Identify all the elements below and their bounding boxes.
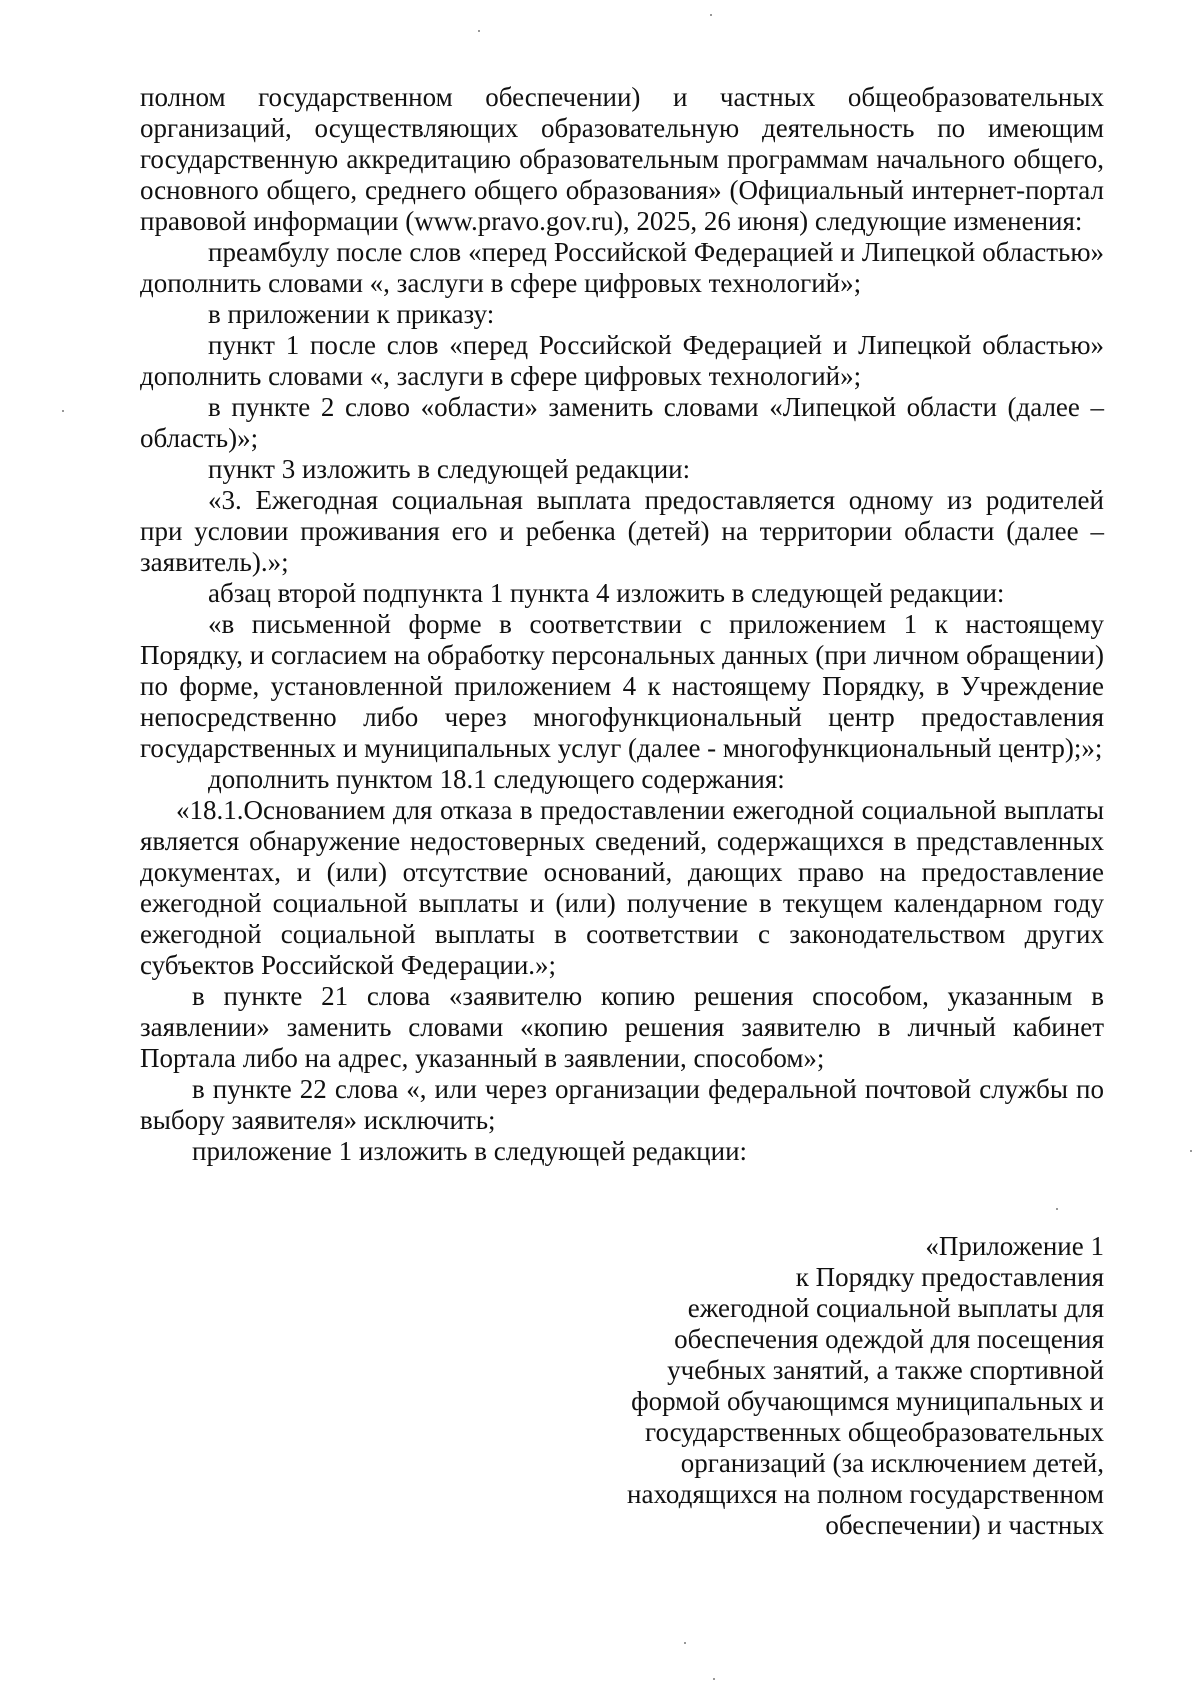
paragraph-item-4-intro: абзац второй подпункта 1 пункта 4 изложить в следующей редакции: xyxy=(208,578,1005,608)
appendix-line: учебных занятий, а также спортивной xyxy=(667,1355,1104,1385)
scan-speck xyxy=(62,410,64,412)
scan-speck xyxy=(710,14,712,16)
paragraph-item-3-intro: пункт 3 изложить в следующей редакции: xyxy=(208,454,691,484)
appendix-line: организаций (за исключением детей, xyxy=(680,1448,1104,1478)
paragraph-appendix-1-intro: приложение 1 изложить в следующей редакции: xyxy=(192,1136,748,1166)
scan-speck xyxy=(713,1678,715,1680)
paragraph-preamble-amendment: преамбулу после слов «перед Российской Федерацией и Липецкой областью» дополнить словами «, заслуги в сфере цифровых технологий»; xyxy=(140,237,1104,298)
paragraph-item-1: пункт 1 после слов «перед Российской Федерацией и Липецкой областью» дополнить словами «, заслуги в сфере цифровых технологий»; xyxy=(140,330,1104,391)
paragraph-item-4-text: «в письменной форме в соответствии с приложением 1 к настоящему Порядку, и согласием на обработку персональных данных (при личном обращении) по форме, установленной приложением 4 к настоящему Порядку, в Учреждение непосредственно либо через многофункциональный центр предоставления государственных и муниципальных услуг (далее - многофункциональный центр);»; xyxy=(140,609,1104,763)
document-body xyxy=(140,82,1104,1167)
appendix-line: обеспечении) и частных xyxy=(825,1510,1104,1540)
appendix-heading-block xyxy=(560,1231,1104,1541)
scan-speck xyxy=(478,30,480,32)
paragraph-appendix-intro: в приложении к приказу: xyxy=(208,299,495,329)
paragraph-item-3-text: «3. Ежегодная социальная выплата предоставляется одному из родителей при условии проживания его и ребенка (детей) на территории области (далее – заявитель).»; xyxy=(140,485,1104,577)
paragraph-item-2: в пункте 2 слово «области» заменить словами «Липецкой области (далее – область)»; xyxy=(140,392,1104,453)
scan-speck xyxy=(1190,1150,1192,1152)
scan-speck xyxy=(1056,1208,1058,1210)
paragraph-item-18-1-intro: дополнить пунктом 18.1 следующего содержания: xyxy=(208,764,785,794)
paragraph-item-18-1-text: «18.1.Основанием для отказа в предоставлении ежегодной социальной выплаты является обнаружение недостоверных сведений, содержащихся в представленных документах, и (или) отсутствие оснований, дающих право на предоставление ежегодной социальной выплаты и (или) получение в текущем календарном году ежегодной социальной выплаты в соответствии с законодательством других субъектов Российской Федерации.»; xyxy=(140,795,1104,980)
paragraph-continuation: полном государственном обеспечении) и частных общеобразовательных организаций, осуществляющих образовательную деятельность по имеющим государственную аккредитацию образовательным программам начального общего, основного общего, среднего общего образования» (Официальный интернет-портал правовой информации (www.pravo.gov.ru), 2025, 26 июня) следующие изменения: xyxy=(140,82,1104,236)
appendix-line: ежегодной социальной выплаты для xyxy=(687,1293,1104,1323)
paragraph-item-22: в пункте 22 слова «, или через организации федеральной почтовой службы по выбору заявителя» исключить; xyxy=(140,1074,1104,1135)
appendix-line: находящихся на полном государственном xyxy=(627,1479,1104,1509)
appendix-line: государственных общеобразовательных xyxy=(645,1417,1104,1447)
appendix-line: «Приложение 1 xyxy=(925,1231,1104,1261)
appendix-line: формой обучающимся муниципальных и xyxy=(631,1386,1104,1416)
appendix-line: обеспечения одеждой для посещения xyxy=(674,1324,1104,1354)
appendix-line: к Порядку предоставления xyxy=(795,1262,1104,1292)
scan-speck xyxy=(684,1642,686,1644)
paragraph-item-21: в пункте 21 слова «заявителю копию решения способом, указанным в заявлении» заменить словами «копию решения заявителю в личный кабинет Портала либо на адрес, указанный в заявлении, способом»; xyxy=(140,981,1104,1073)
